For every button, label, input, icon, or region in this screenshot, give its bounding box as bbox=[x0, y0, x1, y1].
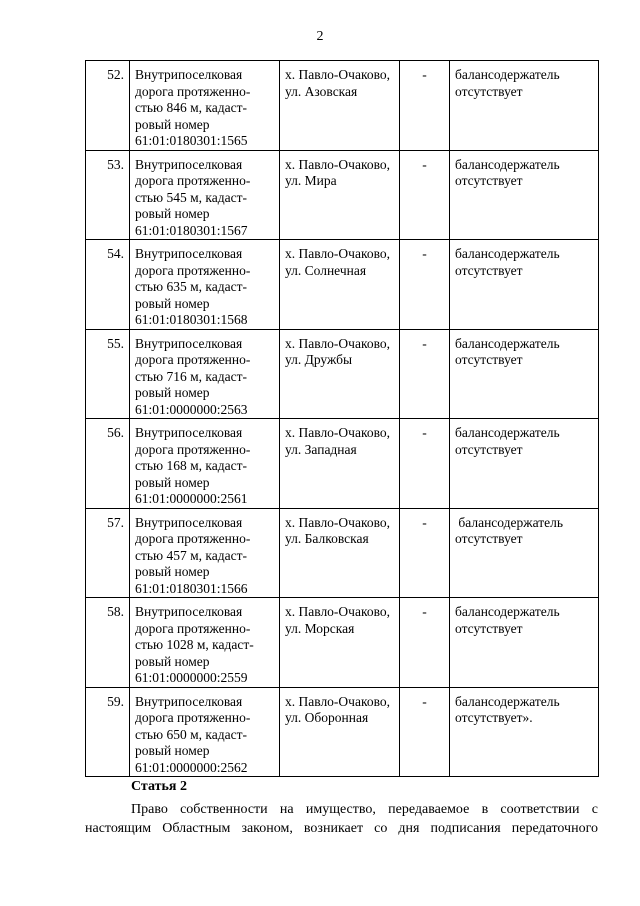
dash-cell bbox=[400, 508, 450, 598]
dash-cell bbox=[400, 598, 450, 688]
holder-cell bbox=[450, 508, 599, 598]
holder-cell bbox=[450, 419, 599, 509]
address-street: ул. Морская bbox=[285, 620, 355, 636]
object-name-line: стью 635 м, кадаст- bbox=[135, 279, 248, 294]
object-name-cell bbox=[130, 240, 280, 330]
holder-status: отсутствует bbox=[455, 531, 523, 546]
object-name-line: стью 457 м, кадаст- bbox=[135, 547, 248, 563]
dash-value: - bbox=[422, 514, 427, 530]
holder-status: отсутствует bbox=[455, 441, 523, 457]
address-street: ул. Дружбы bbox=[285, 352, 353, 367]
article-paragraph bbox=[85, 801, 598, 838]
object-name-cell bbox=[130, 419, 280, 509]
cadastral-number: 61:01:0180301:1566 bbox=[135, 580, 248, 596]
object-name-line: дорога протяженно- bbox=[135, 83, 251, 99]
row-number-cell bbox=[86, 150, 130, 240]
object-name-cell bbox=[130, 329, 280, 419]
holder-cell bbox=[450, 61, 599, 151]
holder-line: балансодержатель bbox=[455, 67, 560, 82]
object-name-line: дорога протяженно- bbox=[135, 620, 251, 636]
object-name-line: стью 168 м, кадаст- bbox=[135, 458, 248, 473]
address-line: х. Павло-Очаково, bbox=[285, 335, 390, 351]
object-name-line: стью 846 м, кадаст- bbox=[135, 100, 248, 115]
table-row bbox=[86, 598, 599, 688]
object-name-line: стью 716 м, кадаст- bbox=[135, 368, 248, 384]
object-name-line: дорога протяженно- bbox=[135, 173, 251, 188]
holder-status: отсутствует bbox=[455, 262, 523, 278]
object-name-line: стью 1028 м, кадаст- bbox=[135, 637, 254, 652]
table-row bbox=[86, 329, 599, 419]
address-line: х. Павло-Очаково, bbox=[285, 693, 390, 709]
object-name-line: ровый номер bbox=[135, 116, 210, 132]
holder-status: отсутствует bbox=[455, 620, 523, 636]
row-number: 59. bbox=[107, 693, 124, 709]
address-line: х. Павло-Очаково, bbox=[285, 156, 390, 172]
table-row bbox=[86, 61, 599, 151]
table-row bbox=[86, 687, 599, 777]
dash-cell bbox=[400, 150, 450, 240]
row-number-cell bbox=[86, 240, 130, 330]
article-heading: Статья 2 bbox=[131, 779, 187, 794]
holder-status: отсутствует bbox=[455, 173, 523, 188]
object-name-line: дорога протяженно- bbox=[135, 710, 251, 725]
address-street: ул. Балковская bbox=[285, 531, 369, 546]
object-name-line: дорога протяженно- bbox=[135, 531, 251, 546]
address-cell bbox=[280, 329, 400, 419]
holder-status: отсутствует». bbox=[455, 710, 533, 725]
row-number-cell bbox=[86, 61, 130, 151]
address-line: х. Павло-Очаково, bbox=[285, 67, 390, 82]
address-street: ул. Солнечная bbox=[285, 262, 367, 278]
object-name-line: Внутрипоселковая bbox=[135, 693, 243, 709]
address-cell bbox=[280, 150, 400, 240]
dash-value: - bbox=[422, 246, 427, 261]
holder-cell bbox=[450, 240, 599, 330]
article-line: настоящим Областным законом, возникает со дня подписания передаточного bbox=[85, 820, 598, 836]
address-cell bbox=[280, 598, 400, 688]
table-row bbox=[86, 419, 599, 509]
holder-cell bbox=[450, 687, 599, 777]
address-cell bbox=[280, 508, 400, 598]
object-name-line: Внутрипоселковая bbox=[135, 67, 243, 82]
row-number-cell bbox=[86, 687, 130, 777]
cadastral-number: 61:01:0000000:2559 bbox=[135, 670, 248, 685]
table-row bbox=[86, 508, 599, 598]
address-street: ул. Западная bbox=[285, 441, 357, 457]
object-name-cell bbox=[130, 598, 280, 688]
row-number-cell bbox=[86, 329, 130, 419]
object-name-line: дорога протяженно- bbox=[135, 441, 251, 457]
row-number: 55. bbox=[107, 335, 124, 351]
object-name-cell bbox=[130, 687, 280, 777]
cadastral-number: 61:01:0000000:2563 bbox=[135, 401, 248, 417]
holder-line: балансодержатель bbox=[455, 156, 560, 172]
holder-cell bbox=[450, 150, 599, 240]
object-name-line: ровый номер bbox=[135, 743, 210, 758]
dash-cell bbox=[400, 240, 450, 330]
property-table bbox=[85, 60, 599, 777]
address-line: х. Павло-Очаково, bbox=[285, 425, 390, 440]
holder-line: балансодержатель bbox=[455, 425, 560, 440]
object-name-cell bbox=[130, 61, 280, 151]
dash-value: - bbox=[422, 156, 427, 172]
row-number-cell bbox=[86, 508, 130, 598]
address-line: х. Павло-Очаково, bbox=[285, 604, 390, 619]
row-number: 57. bbox=[107, 514, 124, 530]
dash-cell bbox=[400, 419, 450, 509]
row-number: 52. bbox=[107, 67, 124, 82]
object-name-line: стью 650 м, кадаст- bbox=[135, 726, 248, 742]
property-table-body bbox=[86, 61, 599, 777]
object-name-line: ровый номер bbox=[135, 295, 210, 311]
cadastral-number: 61:01:0000000:2562 bbox=[135, 759, 248, 775]
object-name-line: ровый номер bbox=[135, 385, 210, 400]
object-name-line: стью 545 м, кадаст- bbox=[135, 189, 248, 205]
row-number: 54. bbox=[107, 246, 124, 261]
address-street: ул. Азовская bbox=[285, 83, 358, 99]
table-row bbox=[86, 150, 599, 240]
holder-status: отсутствует bbox=[455, 83, 523, 99]
holder-line: балансодержатель bbox=[455, 335, 560, 351]
cadastral-number: 61:01:0180301:1565 bbox=[135, 133, 248, 148]
object-name-line: ровый номер bbox=[135, 206, 210, 221]
dash-cell bbox=[400, 687, 450, 777]
object-name-line: Внутрипоселковая bbox=[135, 604, 243, 619]
row-number: 58. bbox=[107, 604, 124, 619]
address-street: ул. Мира bbox=[285, 173, 337, 188]
holder-status: отсутствует bbox=[455, 352, 523, 367]
object-name-line: дорога протяженно- bbox=[135, 352, 251, 367]
dash-cell bbox=[400, 61, 450, 151]
holder-cell bbox=[450, 329, 599, 419]
cadastral-number: 61:01:0180301:1568 bbox=[135, 312, 248, 327]
object-name-cell bbox=[130, 150, 280, 240]
row-number: 53. bbox=[107, 156, 124, 172]
cadastral-number: 61:01:0180301:1567 bbox=[135, 222, 248, 238]
dash-value: - bbox=[422, 604, 427, 619]
object-name-line: ровый номер bbox=[135, 474, 210, 490]
dash-cell bbox=[400, 329, 450, 419]
object-name-line: Внутрипоселковая bbox=[135, 335, 243, 351]
address-line: х. Павло-Очаково, bbox=[285, 246, 390, 261]
object-name-line: ровый номер bbox=[135, 653, 210, 669]
cadastral-number: 61:01:0000000:2561 bbox=[135, 491, 248, 506]
address-cell bbox=[280, 61, 400, 151]
object-name-line: ровый номер bbox=[135, 564, 210, 579]
holder-line: балансодержатель bbox=[455, 246, 560, 261]
page-number: 2 bbox=[316, 29, 324, 44]
object-name-line: дорога протяженно- bbox=[135, 262, 251, 278]
object-name-line: Внутрипоселковая bbox=[135, 425, 243, 440]
holder-line: балансодержатель bbox=[455, 693, 560, 709]
row-number: 56. bbox=[107, 425, 124, 440]
dash-value: - bbox=[422, 425, 427, 440]
address-line: х. Павло-Очаково, bbox=[285, 514, 390, 530]
object-name-cell bbox=[130, 508, 280, 598]
dash-value: - bbox=[422, 67, 427, 82]
address-cell bbox=[280, 419, 400, 509]
address-cell bbox=[280, 240, 400, 330]
dash-value: - bbox=[422, 335, 427, 351]
address-street: ул. Оборонная bbox=[285, 710, 369, 725]
object-name-line: Внутрипоселковая bbox=[135, 514, 243, 530]
dash-value: - bbox=[422, 693, 427, 709]
row-number-cell bbox=[86, 598, 130, 688]
article-line: Право собственности на имущество, передаваемое в соответствии с bbox=[131, 802, 598, 817]
object-name-line: Внутрипоселковая bbox=[135, 246, 243, 261]
object-name-line: Внутрипоселковая bbox=[135, 156, 243, 172]
holder-line: балансодержатель bbox=[455, 514, 564, 530]
holder-line: балансодержатель bbox=[455, 604, 560, 619]
address-cell bbox=[280, 687, 400, 777]
table-row bbox=[86, 240, 599, 330]
row-number-cell bbox=[86, 419, 130, 509]
holder-cell bbox=[450, 598, 599, 688]
